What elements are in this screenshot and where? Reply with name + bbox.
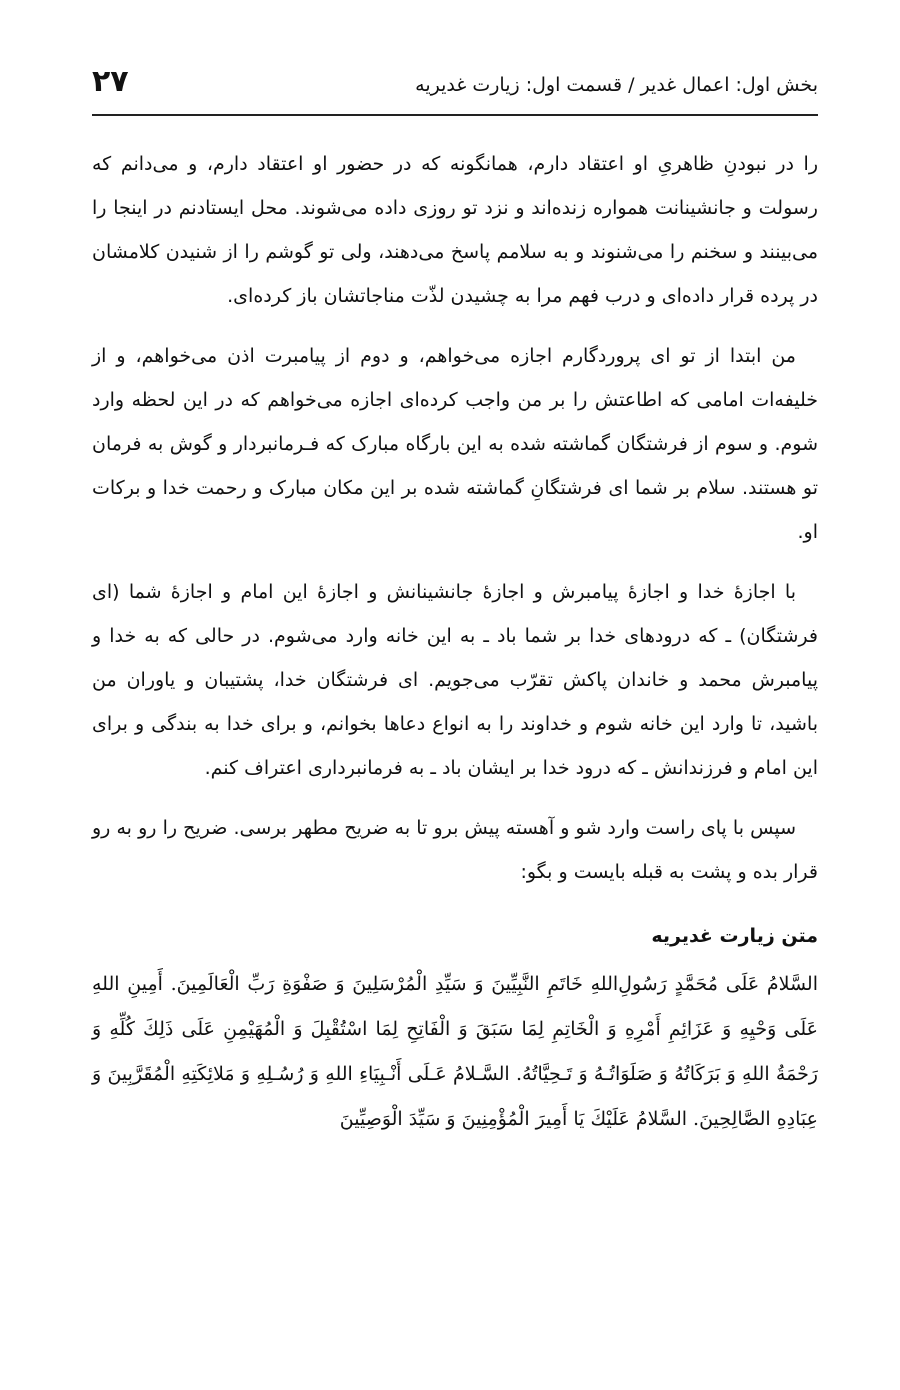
header-title: بخش اول: اعمال غدیر / قسمت اول: زیارت غدیریه xyxy=(415,74,818,96)
paragraph-entering: با اجازهٔ خدا و اجازهٔ پیامبرش و اجازهٔ جانشینانش و اجازهٔ این امام و اجازهٔ شما (ای فرشتگان) ـ که درودهای خدا بر شما باد ـ به این خانه وارد می‌شوم. در حالی که به خدا و پیامبرش محمد و خاندان پاکش تقرّب می‌جویم. ای فرشتگان خدا، پشتیبان و یاوران من باشید، تا وارد این خانه شوم و خداوند را به انواع دعاها بخوانم، و برای خدا به بندگی و برای این امام و فرزندانش ـ که درود خدا بر ایشان باد ـ به فرمانبرداری اعتراف کنم. xyxy=(92,581,818,779)
page-content xyxy=(92,142,818,1142)
running-header xyxy=(92,62,818,116)
paragraph-permission: من ابتدا از تو ای پروردگارم اجازه می‌خواهم، و دوم از پیامبرت اذن می‌خواهم، و از خلیفه‌ات امامی که اطاعتش را بر من واجب کرده‌ای اجازه می‌خواهم که در این لحظه وارد شوم. و سوم از فرشتگان گماشته شده به این بارگاه مبارک که فـرمانبردار و گوش به فرمان تو هستند. سلام بر شما ای فرشتگانِ گماشته شده بر این مکان مبارک و رحمت خدا و برکات او. xyxy=(92,345,818,543)
section-title: متن زیارت غدیریه xyxy=(651,925,818,947)
paragraph-belief: را در نبودنِ ظاهریِ او اعتقاد دارم، همانگونه که در حضور او اعتقاد دارم، و می‌دانم که رسولت و جانشینانت همواره زنده‌اند و نزد تو روزی داده می‌شوند. محل ایستادنم در اینجا را می‌بینند و سخنم را می‌شنوند و به سلامم پاسخ می‌دهند، ولی تو گوشم را از شنیدن کلامشان در پرده قرار داده‌ای و درب فهم مرا به چشیدن لذّت مناجاتشان باز کرده‌ای. xyxy=(92,153,818,307)
paragraph-instruction: سپس با پای راست وارد شو و آهسته پیش برو تا به ضریح مطهر برسی. ضریح را رو به رو قرار بده و پشت به قبله بایست و بگو: xyxy=(92,817,818,883)
ziyarat-arabic-text: السَّلامُ عَلَى مُحَمَّدٍ رَسُولِ‌اللهِ خَاتَمِ النَّبِيِّينَ وَ سَيِّدِ الْمُرْسَلِينَ وَ صَفْوَةِ رَبِّ الْعَالَمِينَ. أَمِينِ اللهِ عَلَى وَحْيِهِ وَ عَزَائِمِ أَمْرِهِ وَ الْخَاتِمِ لِمَا سَبَقَ وَ الْفَاتِحِ لِمَا اسْتُقْبِلَ وَ الْمُهَيْمِنِ عَلَى ذَلِكَ كُلِّهِ وَ رَحْمَةُ اللهِ وَ بَرَكَاتُهُ وَ صَلَوَاتُـهُ وَ تَـحِيَّاتُهُ. السَّـلامُ عَـلَى أَنْـبِيَاءِ اللهِ وَ رُسُـلِهِ وَ مَلائِكَتِهِ الْمُقَرَّبِينَ وَ عِبَادِهِ الصَّالِحِينَ. السَّلامُ عَلَيْكَ يَا أَمِيرَ الْمُؤْمِنِينَ وَ سَيِّدَ الْوَصِيِّينَ xyxy=(92,973,818,1130)
page-number: ۲۷ xyxy=(92,64,129,99)
